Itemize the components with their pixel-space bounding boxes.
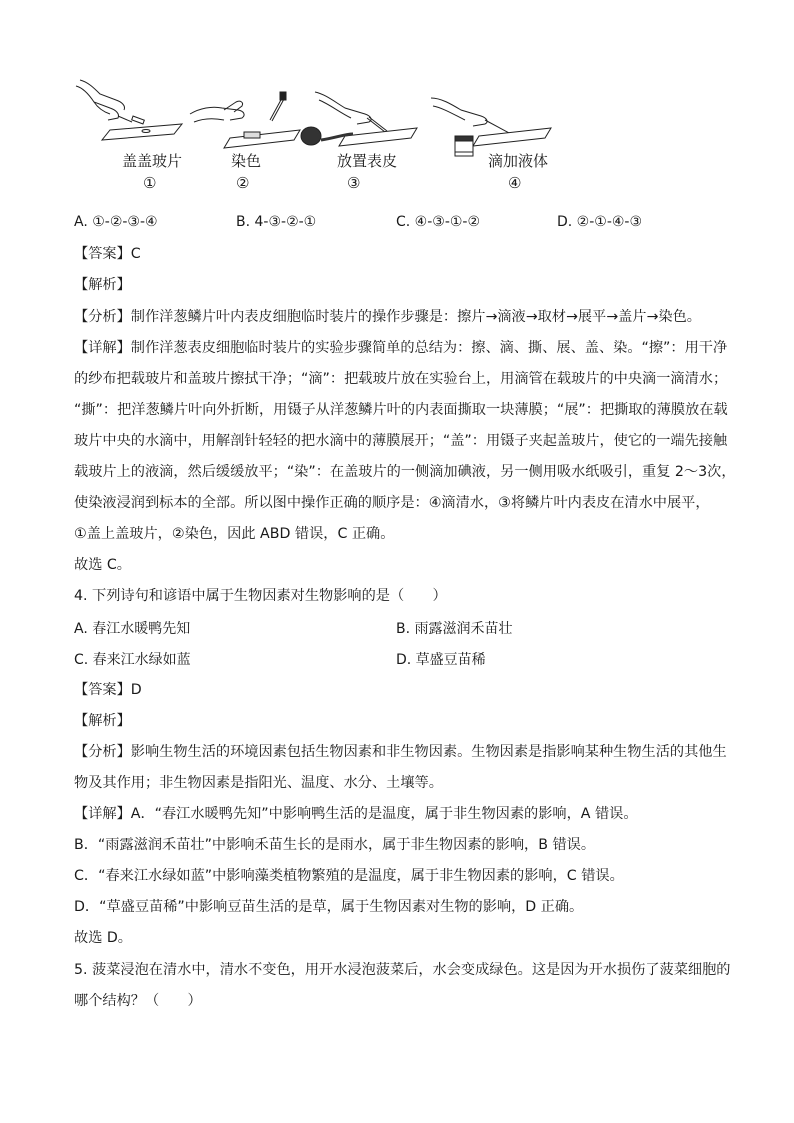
q3-line-8: ①盖上盖玻片，②染色，因此 ABD 错误，C 正确。	[74, 526, 395, 542]
q3-option-b: B. 4-③-②-①	[236, 214, 317, 230]
q3-line-9: 故选 C。	[74, 557, 131, 573]
q3-line-3: 的纱布把载玻片和盖玻片擦拭干净；“滴”：把载玻片放在实验台上，用滴管在载玻片的中央滴一滴清水；	[74, 371, 728, 387]
q3-line-7: 使染液浸润到标本的全部。所以图中操作正确的顺序是：④滴清水，③将鳞片叶内表皮在清水中展平，	[74, 495, 710, 511]
step-number-4: ④	[508, 174, 522, 192]
step-label-3: 放置表皮	[337, 152, 398, 170]
q4-line-6: D．“草盛豆苗稀”中影响豆苗生活的是草，属于生物因素对生物的影响，D 正确。	[74, 899, 584, 915]
q4-line-1: 【分析】影响生物生活的环境因素包括生物因素和非生物因素。生物因素是指影响某种生物生活的其他生	[74, 744, 727, 760]
q4-option-c: C. 春来江水绿如蓝	[74, 652, 191, 668]
q3-line-6: 载玻片上的液滴，然后缓缓放平；“染”：在盖玻片的一侧滴加碘液，另一侧用吸水纸吸引，重复 2～3次，	[74, 464, 736, 480]
q3-option-a: A. ①-②-③-④	[74, 214, 158, 230]
step-number-1: ①	[143, 174, 157, 192]
q3-analysis-heading: 【解析】	[74, 277, 131, 293]
q5-line-2: 哪个结构？（ ）	[74, 993, 202, 1009]
q4-option-b: B. 雨露滋润禾苗壮	[396, 621, 513, 637]
q4-line-4: B．“雨露滋润禾苗壮”中影响禾苗生长的是雨水，属于非生物因素的影响，B 错误。	[74, 837, 596, 853]
step-label-2: 染色	[231, 152, 262, 170]
adding-liquid-hand-icon	[431, 98, 551, 156]
staining-hand-icon	[190, 92, 300, 148]
step-label-4: 滴加液体	[488, 152, 549, 170]
step-label-1: 盖盖玻片	[122, 152, 183, 170]
step-number-3: ③	[347, 174, 361, 192]
q4-line-5: C．“春来江水绿如蓝”中影响藻类植物繁殖的是温度，属于非生物因素的影响，C 错误。	[74, 868, 624, 884]
q4-line-2: 物及其作用；非生物因素是指阳光、温度、水分、土壤等。	[74, 775, 443, 791]
q3-answer: 【答案】C	[74, 246, 141, 262]
q3-line-5: 玻片中央的水滴中，用解剖针轻轻的把水滴中的薄膜展开；“盖”：用镊子夹起盖玻片，使它的一端先接触	[74, 433, 728, 449]
step-number-2: ②	[236, 174, 250, 192]
q3-option-d: D. ②-①-④-③	[557, 214, 643, 230]
q3-line-2: 【详解】制作洋葱表皮细胞临时装片的实验步骤简单的总结为：擦、滴、撕、展、盖、染。“擦”：用干净	[74, 340, 728, 356]
q4-line-3: 【详解】A．“春江水暖鸭先知”中影响鸭生活的是温度，属于非生物因素的影响，A 错误。	[74, 806, 638, 822]
q4-stem: 4. 下列诗句和谚语中属于生物因素对生物影响的是（ ）	[74, 588, 447, 604]
q5-line-1: 5. 菠菜浸泡在清水中，清水不变色，用开水浸泡菠菜后，水会变成绿色。这是因为开水损伤了菠菜细胞的	[74, 962, 731, 978]
cover-slip-hand-icon	[76, 80, 182, 140]
q4-option-d: D. 草盛豆苗稀	[396, 652, 486, 668]
q3-option-c: C. ④-③-①-②	[396, 214, 481, 230]
q4-option-a: A. 春江水暖鸭先知	[74, 621, 191, 637]
placing-epidermis-hand-icon	[301, 92, 417, 146]
q3-line-1: 【分析】制作洋葱鳞片叶内表皮细胞临时装片的操作步骤是：擦片→滴液→取材→展平→盖片→染色。	[74, 309, 701, 325]
q4-answer: 【答案】D	[74, 682, 142, 698]
q4-analysis-heading: 【解析】	[74, 713, 131, 729]
q3-line-4: “撕”：把洋葱鳞片叶向外折断，用镊子从洋葱鳞片叶的内表面撕取一块薄膜；“展”：把撕取的薄膜放在载	[74, 402, 728, 418]
q4-line-7: 故选 D。	[74, 930, 132, 946]
